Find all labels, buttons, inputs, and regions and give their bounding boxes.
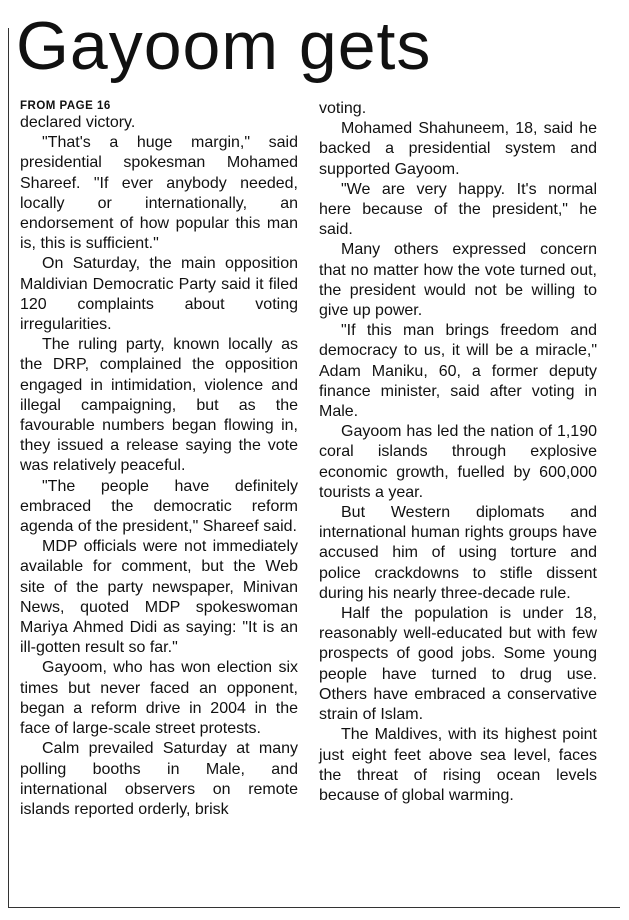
paragraph: declared victory. <box>20 114 136 131</box>
column-rule-bottom <box>8 907 620 908</box>
jump-kicker: FROM PAGE 16 <box>20 100 111 112</box>
paragraph: The ruling party, known locally as the DRP, complained the opposition engaged in intimidation, violence and illegal campaigning, but as the favourable numbers began flowing in, they issued a release saying the vote was relatively peaceful. <box>20 336 298 475</box>
paragraph: "We are very happy. It's normal here because of the president," he said. <box>319 180 597 239</box>
paragraph: "If this man brings freedom and democracy to us, it will be a miracle," Adam Maniku, 60, a former deputy finance minister, said after voting in Male. <box>319 322 597 421</box>
paragraph: "The people have definitely embraced the democratic reform agenda of the president," Shareef said. <box>20 477 298 536</box>
paragraph: The Maldives, with its highest point just eight feet above sea level, faces the threat of rising ocean levels because of global warming. <box>319 726 597 804</box>
article-column-left <box>20 99 298 820</box>
paragraph: Mohamed Shahuneem, 18, said he backed a presidential system and supported Gayoom. <box>319 120 597 178</box>
paragraph: "That's a huge margin," said presidential spokesman Mohamed Shareef. "If ever anybody needed, locally or internationally, an endorsement of how popular this man is, this is sufficient." <box>20 134 298 253</box>
headline: Gayoom gets <box>16 8 432 84</box>
paragraph: voting. <box>319 100 367 117</box>
paragraph: On Saturday, the main opposition Maldivian Democratic Party said it filed 120 complaints about voting irregularities. <box>20 255 298 334</box>
column-rule-left <box>8 28 9 908</box>
paragraph: Gayoom has led the nation of 1,190 coral islands through explosive economic growth, fuelled by 600,000 tourists a year. <box>319 423 597 501</box>
paragraph: Gayoom, who has won election six times but never faced an opponent, began a reform drive in 2004 in the face of large-scale street protests. <box>20 659 298 738</box>
paragraph: Half the population is under 18, reasonably well-educated but with few prospects of good jobs. Some young people have turned to drug use. Others have embraced a conservative strain of Islam. <box>319 605 597 724</box>
paragraph: Many others expressed concern that no matter how the vote turned out, the president would not be willing to give up power. <box>319 241 597 320</box>
article-column-right <box>319 99 597 806</box>
paragraph: Calm prevailed Saturday at many polling booths in Male, and international observers on remote islands reported orderly, brisk <box>20 740 298 818</box>
paragraph: But Western diplomats and international human rights groups have accused him of using torture and police crackdowns to stifle dissent during his nearly three-decade rule. <box>319 504 597 602</box>
paragraph: MDP officials were not immediately available for comment, but the Web site of the party newspaper, Minivan News, quoted MDP spokeswoman Mariya Ahmed Didi as saying: "It is an ill-gotten result so far." <box>20 538 298 657</box>
